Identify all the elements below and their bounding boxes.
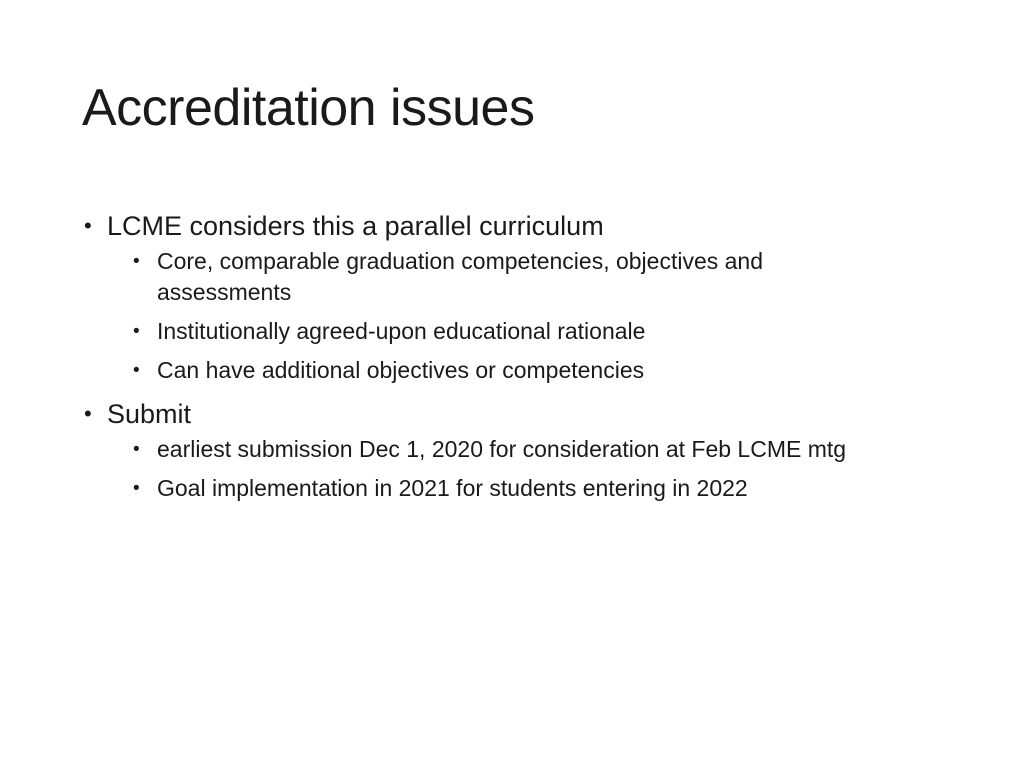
sub-bullet-icon: • — [133, 360, 140, 381]
sub-bullet-list — [107, 434, 942, 504]
sub-bullet-item — [133, 355, 942, 386]
sub-bullet-icon: • — [133, 478, 140, 499]
sub-bullet-item — [133, 246, 942, 308]
sub-bullet-list — [107, 246, 942, 386]
sub-bullet-text: earliest submission Dec 1, 2020 for consideration at Feb LCME mtg — [157, 436, 847, 462]
sub-bullet-icon: • — [133, 439, 140, 460]
bullet-list — [82, 208, 942, 504]
slide-content — [82, 208, 942, 514]
sub-bullet-icon: • — [133, 251, 140, 272]
sub-bullet-text: Core, comparable graduation competencies, objectives and assessments — [157, 248, 764, 305]
bullet-icon: • — [84, 213, 92, 238]
sub-bullet-item — [133, 434, 942, 465]
bullet-text: LCME considers this a parallel curriculum — [107, 211, 604, 241]
bullet-text: Submit — [107, 399, 192, 429]
sub-bullet-text: Can have additional objectives or competencies — [157, 357, 645, 383]
bullet-item-submit — [82, 396, 942, 504]
sub-bullet-item — [133, 473, 942, 504]
bullet-item-lcme — [82, 208, 942, 386]
sub-bullet-item — [133, 316, 942, 347]
sub-bullet-icon: • — [133, 321, 140, 342]
bullet-icon: • — [84, 401, 92, 426]
sub-bullet-text: Institutionally agreed-upon educational rationale — [157, 318, 646, 344]
sub-bullet-text: Goal implementation in 2021 for students entering in 2022 — [157, 475, 748, 501]
slide-title: Accreditation issues — [82, 79, 535, 137]
